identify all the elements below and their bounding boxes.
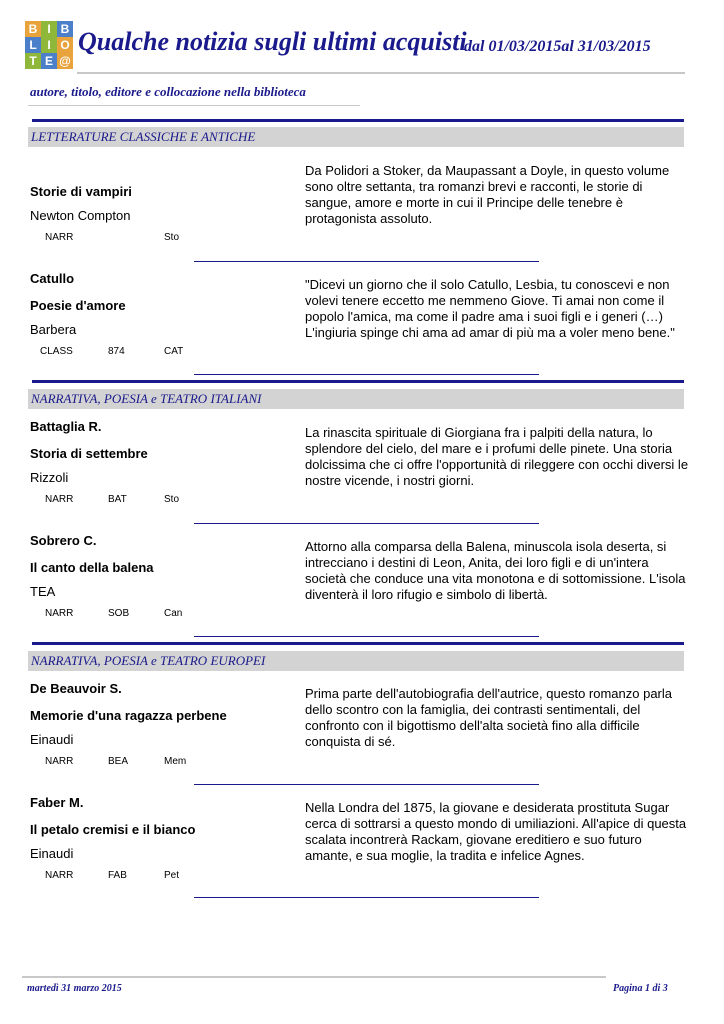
- section-header: [28, 651, 684, 671]
- book-description: La rinascita spirituale di Giorgiana fra i palpiti della natura, lo splendore del cielo, del mare e i profumi delle pinete. Una storia dolcissima che ci offre l'opportunità di rileggere con occhi diversi le nostre vicende, i nostri giorni.: [305, 425, 689, 488]
- book-description: Nella Londra del 1875, la giovane e desiderata prostituta Sugar cerca di sottrarsi a questo mondo di umiliazioni. All'apice di questa scalata incontrerà Rackam, giovane ereditiero e suo futuro amante, e sua moglie, la tradita e infelice Agnes.: [305, 800, 687, 863]
- entry-separator: [194, 897, 539, 898]
- entry-separator: [194, 523, 539, 524]
- logo-cell: I: [41, 21, 57, 37]
- book-code-title: Mem: [164, 756, 187, 767]
- page-subtitle: autore, titolo, editore e collocazione nella biblioteca: [30, 84, 306, 99]
- book-code-genre: NARR: [45, 494, 74, 505]
- book-author: Faber M.: [30, 795, 84, 810]
- library-logo: [25, 21, 73, 69]
- book-author: De Beauvoir S.: [30, 681, 122, 696]
- logo-cell: @: [57, 53, 73, 69]
- logo-cell: L: [25, 37, 41, 53]
- logo-cell: B: [25, 21, 41, 37]
- date-range: dal 01/03/2015al 31/03/2015: [464, 38, 651, 55]
- section-top-rule: [32, 642, 684, 645]
- section-header: [28, 127, 684, 147]
- book-code-genre: CLASS: [40, 346, 73, 357]
- entry-separator: [194, 784, 539, 785]
- logo-cell: E: [41, 53, 57, 69]
- book-code-shelf: BAT: [108, 494, 127, 505]
- logo-cell: B: [57, 21, 73, 37]
- book-code-title: Pet: [164, 870, 180, 881]
- page-title: Qualche notizia sugli ultimi acquisti: [78, 27, 467, 56]
- book-code-title: Sto: [164, 232, 180, 243]
- logo-cell: I: [41, 37, 57, 53]
- book-code-title: Can: [164, 608, 183, 619]
- book-description: Attorno alla comparsa della Balena, minuscola isola deserta, si intrecciano i destini di Leon, Anita, dei loro figli e di un'intera società che conduce una vita monotona e di sottomissione. L'isola diventerà il loro rifugio e simbolo di libertà.: [305, 539, 686, 602]
- book-publisher: TEA: [30, 584, 56, 599]
- book-code-genre: NARR: [45, 870, 74, 881]
- book-title: Il canto della balena: [30, 560, 154, 575]
- entry-separator: [194, 261, 539, 262]
- book-code-shelf: SOB: [108, 608, 130, 619]
- footer-divider: [22, 976, 606, 978]
- subtitle-underline: [28, 105, 360, 106]
- book-publisher: Einaudi: [30, 846, 74, 861]
- logo-cell: T: [25, 53, 41, 69]
- book-author: Sobrero C.: [30, 533, 97, 548]
- section-top-rule: [32, 380, 684, 383]
- entry-separator: [194, 636, 539, 637]
- book-author: Battaglia R.: [30, 419, 102, 434]
- book-code-title: Sto: [164, 494, 180, 505]
- book-author: Catullo: [30, 271, 75, 286]
- book-title: Il petalo cremisi e il bianco: [30, 822, 196, 837]
- book-description: Prima parte dell'autobiografia dell'autrice, questo romanzo parla dello scontro con la famiglia, dei contrasti sentimentali, del confronto con il bigottismo dell'alta società fino alla difficile conquista di sé.: [305, 686, 673, 749]
- section-top-rule: [32, 119, 684, 122]
- book-publisher: Rizzoli: [30, 470, 69, 485]
- section-title: NARRATIVA, POESIA e TEATRO EUROPEI: [31, 653, 266, 668]
- logo-cell: O: [57, 37, 73, 53]
- book-title: Storia di settembre: [30, 446, 148, 461]
- header-divider: [77, 72, 685, 74]
- book-code-title: CAT: [164, 346, 184, 357]
- book-publisher: Barbera: [30, 322, 77, 337]
- footer-date: martedì 31 marzo 2015: [27, 983, 122, 994]
- book-publisher: Einaudi: [30, 732, 74, 747]
- book-code-shelf: FAB: [108, 870, 127, 881]
- section-title: NARRATIVA, POESIA e TEATRO ITALIANI: [31, 391, 262, 406]
- book-description: "Dicevi un giorno che il solo Catullo, Lesbia, tu conoscevi e non volevi tenere eccetto me nemmeno Giove. Ti amai non come il popolo l'amica, ma come il padre ama i suoi figli e i generi (…) L'ingiuria spinge chi ama ad amar di più ma a voler meno bene.": [305, 277, 675, 340]
- book-code-shelf: 874: [108, 346, 125, 357]
- entry-separator: [194, 374, 539, 375]
- book-code-genre: NARR: [45, 608, 74, 619]
- book-title: Poesie d'amore: [30, 298, 126, 313]
- book-description: Da Polidori a Stoker, da Maupassant a Doyle, in questo volume sono oltre settanta, tra romanzi brevi e racconti, le storie di sangue, amore e morte in cui il Principe delle tenebre è protagonista assoluto.: [305, 163, 670, 226]
- book-title: Storie di vampiri: [30, 184, 132, 199]
- book-publisher: Newton Compton: [30, 208, 131, 223]
- book-code-genre: NARR: [45, 232, 74, 243]
- section-header: [28, 389, 684, 409]
- page-number: Pagina 1 di 3: [613, 983, 668, 994]
- book-title: Memorie d'una ragazza perbene: [30, 708, 227, 723]
- book-code-genre: NARR: [45, 756, 74, 767]
- section-title: LETTERATURE CLASSICHE E ANTICHE: [31, 129, 256, 144]
- book-code-shelf: BEA: [108, 756, 129, 767]
